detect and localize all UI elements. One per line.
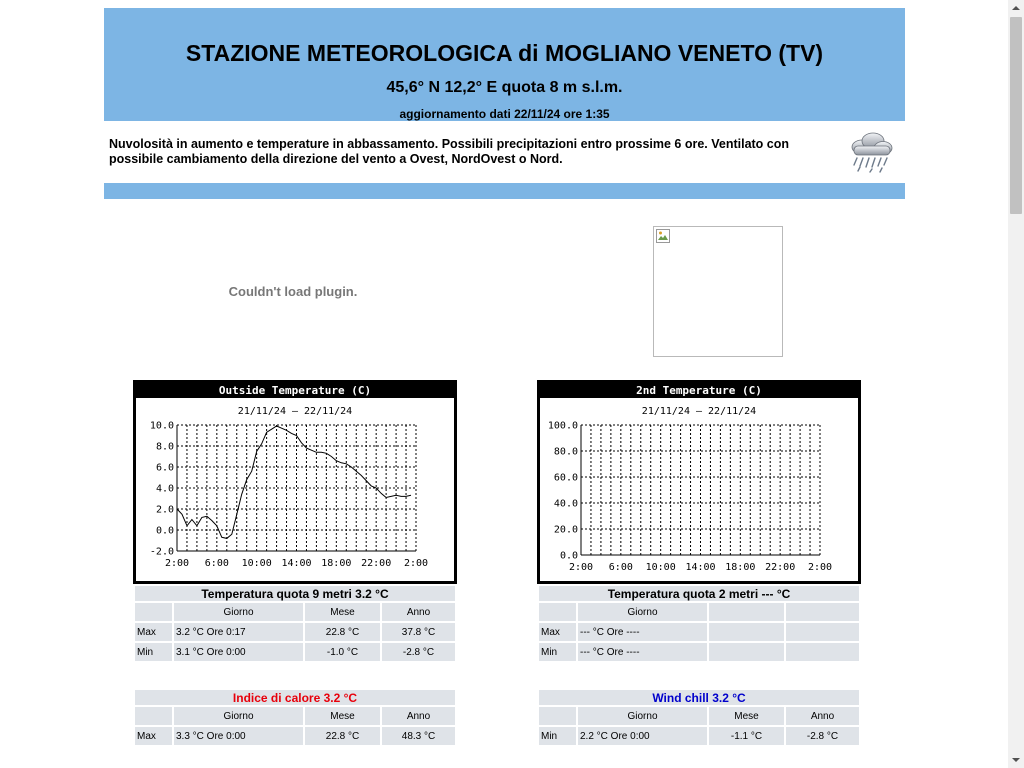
forecast-text: Nuvolosità in aumento e temperature in abbassamento. Possibili precipitazioni entro prossime 6 ore. Ventilato con possibile cambiamento della direzione del vento a Ovest, NordOvest o Nord. (109, 137, 790, 166)
table-row (135, 623, 455, 641)
x-tick-label: 14:00 (281, 558, 312, 569)
x-tick-label: 2:00 (164, 558, 190, 569)
header-cell (539, 603, 576, 621)
scroll-up-arrow-icon[interactable] (1008, 0, 1024, 16)
year-value: -2.8 °C (382, 643, 455, 661)
update-timestamp: aggiornamento dati 22/11/24 ore 1:35 (399, 107, 610, 121)
x-tick-label: 6:00 (608, 562, 633, 573)
table-row (539, 643, 859, 661)
x-tick-label: 22:00 (361, 558, 392, 569)
rain-cloud-icon (845, 131, 895, 173)
y-tick-label: 8.0 (155, 441, 174, 453)
year-value (786, 623, 859, 641)
table-row (539, 623, 859, 641)
table-row (135, 727, 455, 745)
x-tick-label: 14:00 (685, 562, 716, 573)
day-value: --- °C Ore ---- (578, 623, 707, 641)
y-tick-label: 10.0 (149, 420, 174, 432)
year-value: 48.3 °C (382, 727, 455, 745)
row-label: Min (135, 643, 172, 661)
row-label: Min (539, 727, 576, 745)
scroll-down-arrow-icon[interactable] (1008, 752, 1024, 768)
header-cell (786, 603, 859, 621)
y-tick-label: 6.0 (155, 462, 174, 474)
chart-title: Outside Temperature (C) (136, 383, 454, 398)
month-value: -1.1 °C (709, 727, 784, 745)
header-cell (135, 707, 172, 725)
wind-chill-table (537, 688, 861, 747)
table-title: Indice di calore 3.2 °C (135, 690, 455, 705)
y-tick-label: 20.0 (553, 524, 578, 536)
header-cell (135, 603, 172, 621)
broken-image (653, 226, 783, 357)
x-tick-label: 10:00 (241, 558, 272, 569)
table-header-row (135, 603, 455, 621)
x-tick-label: 6:00 (204, 558, 229, 569)
chart-date-range: 21/11/24 – 22/11/24 (641, 406, 757, 417)
plugin-error-message: Couldn't load plugin. (228, 284, 358, 299)
row-label: Min (539, 643, 576, 661)
day-value: 3.3 °C Ore 0:00 (174, 727, 303, 745)
header-cell (539, 707, 576, 725)
header-cell: Mese (305, 707, 380, 725)
outside-temperature-chart (133, 380, 457, 584)
y-tick-label: 2.0 (155, 504, 174, 516)
header-cell (709, 603, 784, 621)
year-value: -2.8 °C (786, 727, 859, 745)
month-value (709, 643, 784, 661)
day-value: 3.1 °C Ore 0:00 (174, 643, 303, 661)
station-title: STAZIONE METEOROLOGICA di MOGLIANO VENETO (TV) (185, 40, 824, 66)
row-label: Max (135, 623, 172, 641)
table-row (539, 727, 859, 745)
vertical-scrollbar[interactable] (1008, 0, 1024, 768)
month-value (709, 623, 784, 641)
second-temperature-chart (537, 380, 861, 584)
month-value: 22.8 °C (305, 623, 380, 641)
row-label: Max (539, 623, 576, 641)
x-tick-label: 10:00 (645, 562, 676, 573)
year-value (786, 643, 859, 661)
station-header (104, 8, 905, 121)
y-tick-label: -2.0 (149, 546, 174, 558)
header-cell: Mese (709, 707, 784, 725)
x-tick-label: 22:00 (765, 562, 796, 573)
scrollbar-thumb[interactable] (1010, 17, 1022, 214)
y-tick-label: 0.0 (559, 550, 578, 562)
table-header-row (135, 707, 455, 725)
y-tick-label: 80.0 (553, 446, 578, 458)
x-tick-label: 18:00 (725, 562, 756, 573)
row-label: Max (135, 727, 172, 745)
table-header-row (539, 707, 859, 725)
chart-date-range: 21/11/24 – 22/11/24 (237, 406, 353, 417)
x-tick-label: 2:00 (807, 562, 833, 573)
heat-index-table (133, 688, 457, 747)
x-tick-label: 2:00 (568, 562, 594, 573)
broken-image-icon (656, 229, 670, 243)
header-cell: Mese (305, 603, 380, 621)
y-tick-label: 100.0 (547, 420, 578, 432)
month-value: 22.8 °C (305, 727, 380, 745)
separator-bar (104, 183, 905, 199)
temperature-2m-table (537, 584, 861, 663)
station-coordinates: 45,6° N 12,2° E quota 8 m s.l.m. (386, 79, 623, 96)
day-value: 3.2 °C Ore 0:17 (174, 623, 303, 641)
header-cell: Giorno (578, 603, 707, 621)
header-cell: Anno (786, 707, 859, 725)
x-tick-label: 2:00 (403, 558, 429, 569)
temperature-9m-table (133, 584, 457, 663)
month-value: -1.0 °C (305, 643, 380, 661)
y-tick-label: 0.0 (155, 525, 174, 537)
table-title: Wind chill 3.2 °C (539, 690, 859, 705)
table-title: Temperatura quota 2 metri --- °C (539, 586, 859, 601)
table-header-row (539, 603, 859, 621)
header-cell: Giorno (174, 707, 303, 725)
y-tick-label: 40.0 (553, 498, 578, 510)
x-tick-label: 18:00 (321, 558, 352, 569)
chart-title: 2nd Temperature (C) (540, 383, 858, 398)
y-tick-label: 4.0 (155, 483, 174, 495)
table-title: Temperatura quota 9 metri 3.2 °C (135, 586, 455, 601)
day-value: --- °C Ore ---- (578, 643, 707, 661)
header-cell: Anno (382, 603, 455, 621)
year-value: 37.8 °C (382, 623, 455, 641)
header-cell: Anno (382, 707, 455, 725)
day-value: 2.2 °C Ore 0:00 (578, 727, 707, 745)
table-row (135, 643, 455, 661)
y-tick-label: 60.0 (553, 472, 578, 484)
header-cell: Giorno (174, 603, 303, 621)
header-cell: Giorno (578, 707, 707, 725)
